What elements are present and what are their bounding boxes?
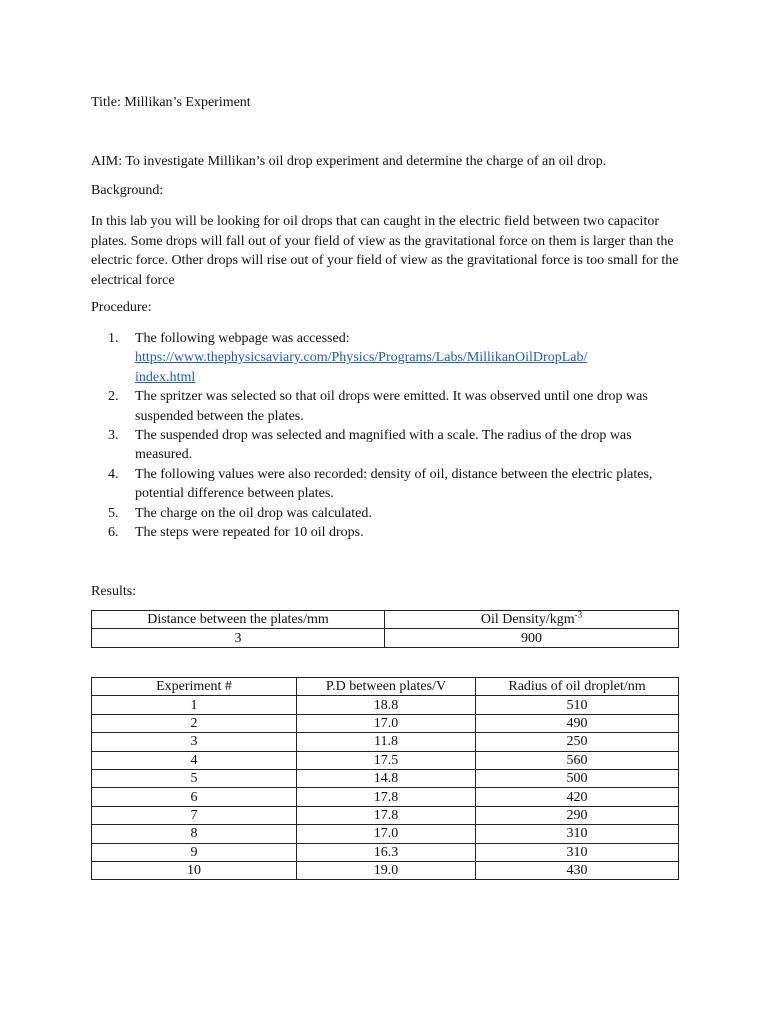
table-cell: 5 xyxy=(92,769,297,787)
table-cell: 17.8 xyxy=(297,806,476,824)
table-row xyxy=(92,751,679,769)
step-number: 1. xyxy=(108,331,119,346)
procedure-step xyxy=(108,504,688,523)
procedure-step xyxy=(108,387,688,426)
header-cell: Radius of oil droplet/nm xyxy=(476,678,679,696)
table-cell: 7 xyxy=(92,806,297,824)
header-cell xyxy=(385,611,679,629)
table-cell: 490 xyxy=(476,714,679,732)
results-table xyxy=(91,677,679,880)
table-row xyxy=(92,825,679,843)
step-number: 5. xyxy=(108,505,119,521)
document-title: Title: Millikan’s Experiment xyxy=(91,95,251,110)
table-row xyxy=(92,696,679,714)
table-cell: 19.0 xyxy=(297,861,476,879)
step-text: The suspended drop was selected and magnified with a scale. The radius of the drop was measured. xyxy=(135,428,632,463)
table-cell: 510 xyxy=(476,696,679,714)
step-number: 2. xyxy=(108,389,119,405)
step-text xyxy=(135,329,688,387)
procedure-step xyxy=(108,465,688,504)
table-cell: 8 xyxy=(92,825,297,843)
header-cell: Distance between the plates/mm xyxy=(92,611,385,629)
step-number: 3. xyxy=(108,428,119,444)
table-cell: 6 xyxy=(92,788,297,806)
step-1-text: The following webpage was accessed: xyxy=(135,331,350,346)
table-cell: 2 xyxy=(92,714,297,732)
step-text: The spritzer was selected so that oil drops were emitted. It was observed until one drop was suspended between the plates. xyxy=(135,389,648,424)
table-cell: 290 xyxy=(476,806,679,824)
step-text: The steps were repeated for 10 oil drops. xyxy=(135,525,364,541)
table-cell: 500 xyxy=(476,769,679,787)
background-heading: Background: xyxy=(91,183,164,198)
background-paragraph: In this lab you will be looking for oil drops that can caught in the electric field between two capacitor plates. Some drops will fall out of your field of view as the gravitational force on them is larger than the electric force. Other drops will rise out of your field of view as the gravitational force is too small for the electrical force xyxy=(91,214,679,288)
table-cell: 430 xyxy=(476,861,679,879)
table-row xyxy=(92,629,679,647)
webpage-link-line-1[interactable]: https://www.thephysicsaviary.com/Physics/Programs/Labs/MillikanOilDropLab/ xyxy=(135,350,588,366)
table-cell: 1 xyxy=(92,696,297,714)
step-text: The charge on the oil drop was calculated. xyxy=(135,505,372,521)
procedure-step xyxy=(108,426,688,465)
table-row xyxy=(92,714,679,732)
table-cell: 17.8 xyxy=(297,788,476,806)
webpage-link[interactable] xyxy=(135,348,688,387)
header-cell: Experiment # xyxy=(92,678,297,696)
table-row xyxy=(92,806,679,824)
constants-table xyxy=(91,610,679,648)
table-cell: 11.8 xyxy=(297,733,476,751)
table-cell: 900 xyxy=(385,629,679,647)
table-cell: 4 xyxy=(92,751,297,769)
table-cell: 310 xyxy=(476,843,679,861)
table-cell: 17.0 xyxy=(297,825,476,843)
table-cell: 17.5 xyxy=(297,751,476,769)
procedure-heading: Procedure: xyxy=(91,300,152,315)
table-cell: 14.8 xyxy=(297,769,476,787)
table-cell: 3 xyxy=(92,733,297,751)
density-exponent: -3 xyxy=(574,609,583,620)
results-heading: Results: xyxy=(91,584,137,599)
table-cell: 420 xyxy=(476,788,679,806)
table-cell: 9 xyxy=(92,843,297,861)
table-row xyxy=(92,769,679,787)
step-number: 4. xyxy=(108,466,119,482)
step-number: 6. xyxy=(108,525,119,541)
table-row xyxy=(92,861,679,879)
procedure-step xyxy=(108,523,688,542)
table-cell: 16.3 xyxy=(297,843,476,861)
density-label: Oil Density/kgm xyxy=(480,612,575,628)
step-text: The following values were also recorded: density of oil, distance between the electric plates, potential difference between plates. xyxy=(135,466,653,502)
procedure-list xyxy=(108,329,688,542)
table-cell: 10 xyxy=(92,861,297,879)
table-row xyxy=(92,733,679,751)
table-header-row xyxy=(92,678,679,696)
table-cell: 17.0 xyxy=(297,714,476,732)
webpage-link-line-2[interactable]: index.html xyxy=(135,369,196,385)
table-cell: 560 xyxy=(476,751,679,769)
table-cell: 310 xyxy=(476,825,679,843)
table-header-row xyxy=(92,611,679,629)
aim-statement: AIM: To investigate Millikan’s oil drop experiment and determine the charge of an oil drop. xyxy=(91,154,607,169)
table-row xyxy=(92,843,679,861)
table-cell: 250 xyxy=(476,733,679,751)
table-row xyxy=(92,788,679,806)
procedure-step xyxy=(108,329,688,387)
table-cell: 18.8 xyxy=(297,696,476,714)
header-cell: P.D between plates/V xyxy=(297,678,476,696)
table-cell: 3 xyxy=(92,629,385,647)
